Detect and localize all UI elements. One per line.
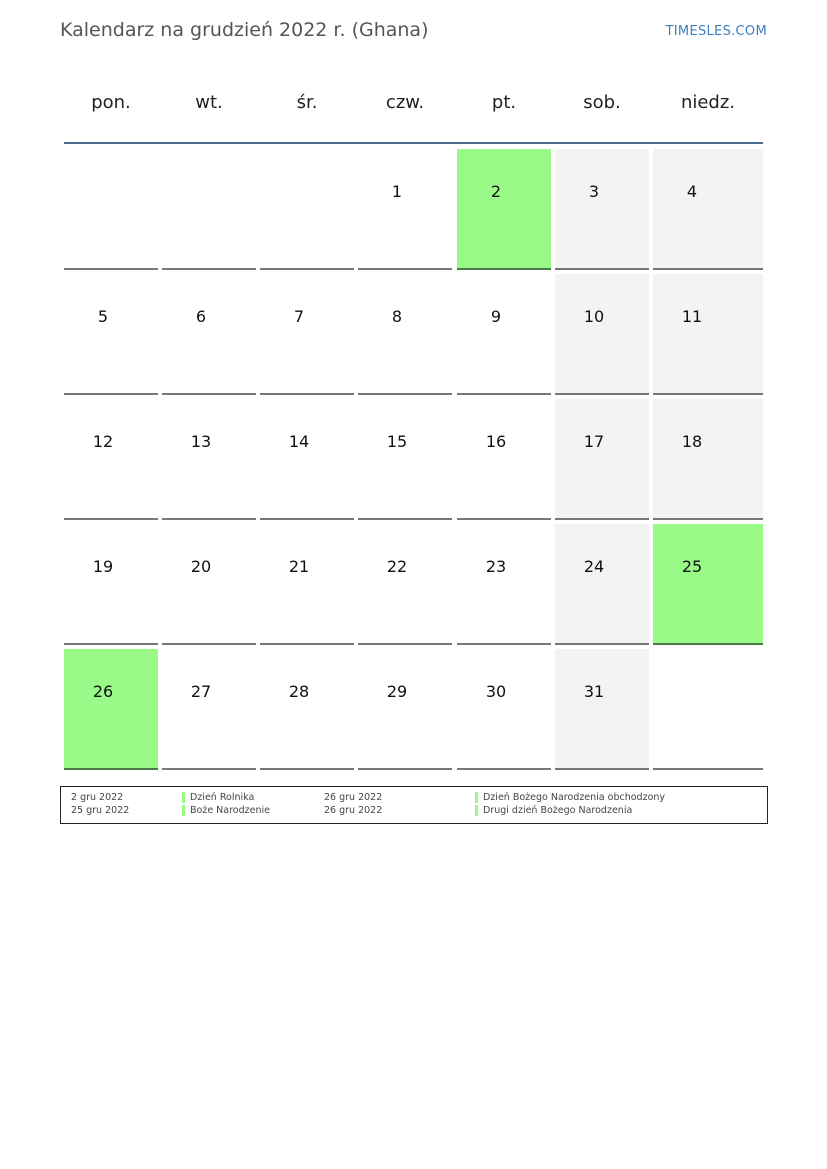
day-cell[interactable]: [162, 274, 256, 395]
empty-cell: [162, 149, 256, 270]
day-number: 31: [583, 682, 605, 701]
day-cell[interactable]: [653, 399, 763, 520]
day-number: 27: [190, 682, 212, 701]
legend-holiday-name: Dzień Bożego Narodzenia obchodzony: [483, 792, 666, 803]
legend-holiday-name: Boże Narodzenie: [190, 805, 270, 816]
weekday-label: pon.: [91, 92, 131, 113]
legend-holiday-name: Drugi dzień Bożego Narodzenia: [483, 805, 633, 816]
weekday-label: śr.: [296, 92, 318, 113]
day-number: 28: [288, 682, 310, 701]
weekday-label: pt.: [491, 92, 517, 113]
legend-color-swatch: [182, 792, 185, 803]
day-number: 13: [190, 432, 212, 451]
day-cell[interactable]: [162, 649, 256, 770]
day-cell[interactable]: [457, 274, 551, 395]
legend-date: 26 gru 2022: [324, 792, 383, 803]
day-number: 16: [485, 432, 507, 451]
day-number: 30: [485, 682, 507, 701]
legend-color-swatch: [182, 805, 185, 816]
day-number: 3: [588, 182, 600, 201]
day-cell[interactable]: [64, 399, 158, 520]
empty-cell: [260, 149, 354, 270]
day-cell[interactable]: [358, 524, 452, 645]
day-cell[interactable]: [260, 649, 354, 770]
day-cell[interactable]: [64, 649, 158, 770]
legend-holiday-name: Dzień Rolnika: [190, 792, 255, 803]
day-cell[interactable]: [162, 524, 256, 645]
day-number: 2: [490, 182, 502, 201]
day-cell[interactable]: [162, 399, 256, 520]
weekday-label: wt.: [195, 92, 223, 113]
day-cell[interactable]: [358, 399, 452, 520]
day-number: 12: [92, 432, 114, 451]
day-cell[interactable]: [260, 524, 354, 645]
brand-link[interactable]: TIMESLES.COM: [665, 24, 767, 39]
day-number: 7: [293, 307, 305, 326]
day-cell[interactable]: [555, 149, 649, 270]
day-number: 24: [583, 557, 605, 576]
day-number: 1: [391, 182, 403, 201]
day-number: 18: [681, 432, 703, 451]
legend-color-swatch: [475, 792, 478, 803]
legend-date: 2 gru 2022: [71, 792, 124, 803]
day-cell[interactable]: [457, 399, 551, 520]
day-cell[interactable]: [555, 649, 649, 770]
day-number: 5: [97, 307, 109, 326]
day-cell[interactable]: [358, 149, 452, 270]
day-cell[interactable]: [653, 274, 763, 395]
day-number: 21: [288, 557, 310, 576]
day-cell[interactable]: [653, 149, 763, 270]
weekday-label: czw.: [385, 92, 425, 113]
weekday-label: sob.: [583, 92, 621, 113]
day-cell[interactable]: [64, 524, 158, 645]
weekday-label: niedz.: [680, 92, 736, 113]
day-number: 29: [386, 682, 408, 701]
day-number: 9: [490, 307, 502, 326]
day-cell[interactable]: [555, 274, 649, 395]
day-cell[interactable]: [555, 399, 649, 520]
empty-cell: [653, 649, 763, 770]
day-cell[interactable]: [260, 399, 354, 520]
day-cell[interactable]: [457, 524, 551, 645]
day-cell[interactable]: [457, 649, 551, 770]
empty-cell: [64, 149, 158, 270]
weekday-header-row: [64, 92, 763, 116]
legend-date: 26 gru 2022: [324, 805, 383, 816]
legend-color-swatch: [475, 805, 478, 816]
day-number: 11: [681, 307, 703, 326]
header-divider: [64, 142, 763, 144]
day-number: 14: [288, 432, 310, 451]
day-number: 10: [583, 307, 605, 326]
day-number: 6: [195, 307, 207, 326]
day-cell[interactable]: [653, 524, 763, 645]
day-number: 20: [190, 557, 212, 576]
day-cell[interactable]: [358, 649, 452, 770]
day-number: 19: [92, 557, 114, 576]
legend-date: 25 gru 2022: [71, 805, 130, 816]
day-cell[interactable]: [260, 274, 354, 395]
day-number: 17: [583, 432, 605, 451]
day-number: 4: [686, 182, 698, 201]
day-number: 25: [681, 557, 703, 576]
day-number: 22: [386, 557, 408, 576]
day-number: 15: [386, 432, 408, 451]
day-number: 26: [92, 682, 114, 701]
page-title: Kalendarz na grudzień 2022 r. (Ghana): [60, 19, 429, 41]
day-number: 23: [485, 557, 507, 576]
day-cell[interactable]: [555, 524, 649, 645]
holiday-legend: [60, 786, 768, 824]
day-number: 8: [391, 307, 403, 326]
day-cell[interactable]: [358, 274, 452, 395]
day-cell[interactable]: [64, 274, 158, 395]
day-cell[interactable]: [457, 149, 551, 270]
